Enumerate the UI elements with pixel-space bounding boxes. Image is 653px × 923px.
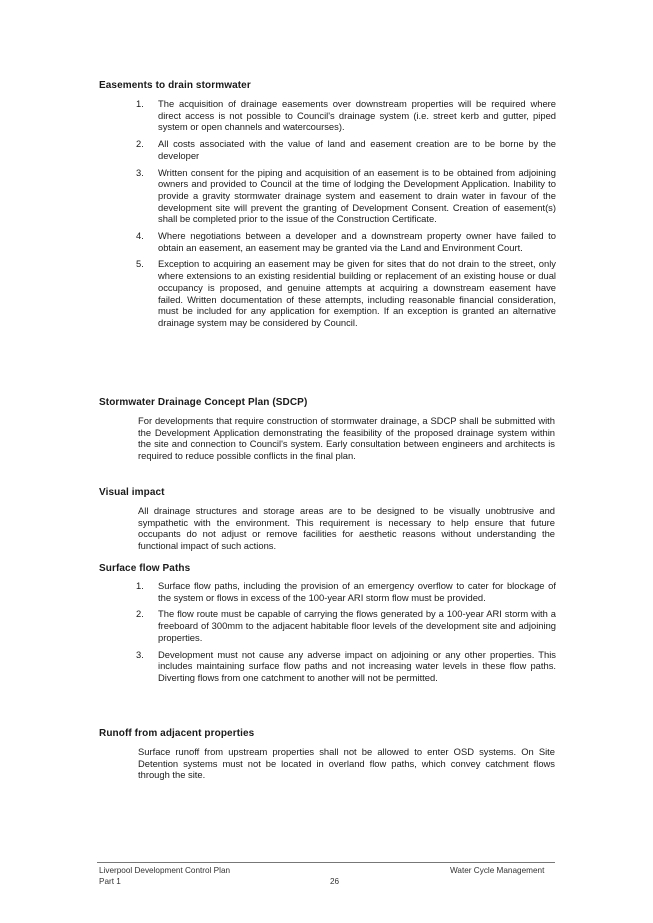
page-number: 26: [330, 877, 340, 886]
list-item: 3. Development must not cause any adverse impact on adjoining or any other properties. This includes maintaining surface flow paths and not increasing water levels in these flow paths. Diverting flows from one catchment to another will not be permitted.: [136, 648, 556, 683]
heading-easements: Easements to drain stormwater: [99, 80, 251, 91]
footer-divider: [97, 862, 555, 863]
list-item: 4. Where negotiations between a developer and a downstream property owner have failed to obtain an easement, an easement may be granted via the Land and Environment Court.: [136, 230, 556, 253]
list-item: 3. Written consent for the piping and acquisition of an easement is to be obtained from adjoining owners and provided to Council at the time of lodging the Development Application. Inability to provide a gravity stormwater drainage system and easement to drain water in favour of the development site will prevent the granting of Development Consent. Creation of easement(s) shall be completed prior to the issue of the Construction Certificate.: [136, 166, 556, 225]
heading-runoff: Runoff from adjacent properties: [99, 728, 255, 739]
list-item: 5. Exception to acquiring an easement may be given for sites that do not drain to the street, only where extensions to an existing residential building or replacement of an existing house or dual occupancy is proposed, and genuine attempts at acquiring a downstream easement have failed. Written documentation of these attempts, including reasonable financial consideration, must be included for any application for exemption. If an exception is granted an alternative drainage system may be considered by Council.: [136, 258, 556, 328]
footer-part: Part 1: [99, 877, 121, 886]
heading-sdcp: Stormwater Drainage Concept Plan (SDCP): [99, 397, 308, 408]
surface-flow-list: [136, 580, 556, 684]
visual-impact-paragraph: All drainage structures and storage areas are to be designed to be visually unobtrusive and sympathetic with the environment. This requirement is necessary to help ensure that future occupants do not adjust or remove facilities for aesthetic reasons without understanding the functional impact of such actions.: [138, 505, 555, 552]
list-item: 2. The flow route must be capable of carrying the flows generated by a 100-year ARI storm with a freeboard of 300mm to the adjacent habitable floor levels of the development site and adjoining properties.: [136, 608, 556, 643]
list-item: 1. The acquisition of drainage easements over downstream properties will be required where direct access is not possible to Council's drainage system (i.e. street kerb and gutter, piped system or open channels and watercourses).: [136, 98, 556, 133]
list-item: 1. Surface flow paths, including the provision of an emergency overflow to cater for blockage of the system or flows in excess of the 100-year ARI storm flow must be provided.: [136, 580, 556, 603]
easements-list: [136, 98, 556, 329]
footer-title: Liverpool Development Control Plan: [99, 866, 231, 875]
heading-surface-flow-paths: Surface flow Paths: [99, 563, 191, 574]
runoff-paragraph: Surface runoff from upstream properties shall not be allowed to enter OSD systems. On Site Detention systems must not be located in overland flow paths, which convey catchment flows through the site.: [138, 746, 555, 781]
heading-visual-impact: Visual impact: [99, 487, 165, 498]
footer-chapter: Water Cycle Management: [450, 866, 545, 875]
list-item: 2. All costs associated with the value of land and easement creation are to be borne by the developer: [136, 138, 556, 161]
sdcp-paragraph: For developments that require construction of stormwater drainage, a SDCP shall be submitted with the Development Application demonstrating the feasibility of the proposed drainage system within the site and connection to Council's system. Early consultation between engineers and architects is required to reduce possible conflicts in the final plan.: [138, 415, 555, 462]
